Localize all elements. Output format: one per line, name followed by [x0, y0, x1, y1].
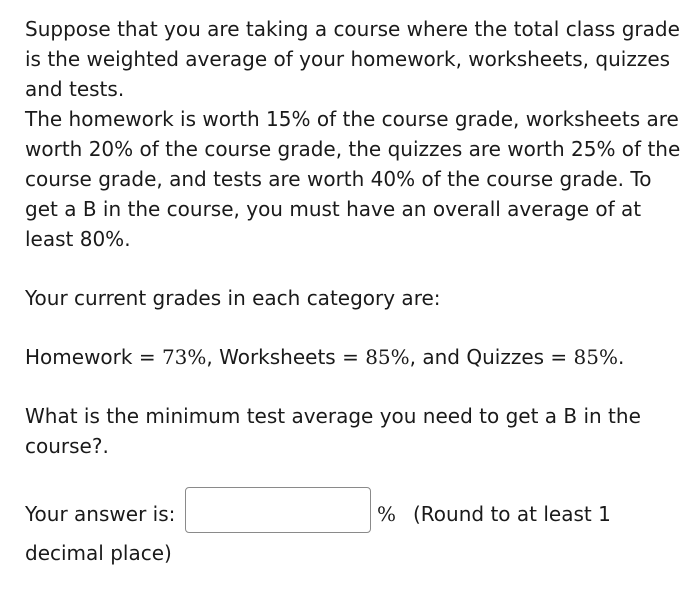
homework-label: Homework = — [25, 345, 162, 369]
question-block — [25, 14, 685, 461]
rounding-note: (Round to at least 1 — [413, 502, 611, 526]
question-prompt: What is the minimum test average you need to get a B in the course?. — [25, 404, 641, 458]
current-grades — [25, 342, 685, 372]
current-grades-label: Your current grades in each category are: — [25, 286, 441, 310]
worksheets-label: , Worksheets = — [206, 345, 366, 369]
grades-end: . — [617, 345, 625, 369]
question-weights: The homework is worth 15% of the course grade, worksheets are worth 20% of the course grade, the quizzes are worth 25% of the course grade, and tests are worth 40% of the course grade. To get a B in the course, you must have an overall average of at least 80%. — [25, 107, 681, 251]
worksheets-value: 85% — [365, 345, 410, 369]
percent-unit: % — [377, 502, 397, 526]
quizzes-label: , and Quizzes = — [409, 345, 574, 369]
homework-value: 73% — [161, 345, 207, 369]
answer-row — [25, 487, 685, 537]
quizzes-value: 85% — [573, 345, 618, 369]
answer-input[interactable] — [185, 487, 371, 533]
answer-label: Your answer is: — [25, 502, 176, 526]
rounding-note-continued: decimal place) — [25, 541, 172, 565]
question-intro: Suppose that you are taking a course where the total class grade is the weighted average of your homework, worksheets, quizzes and tests. — [25, 17, 680, 101]
